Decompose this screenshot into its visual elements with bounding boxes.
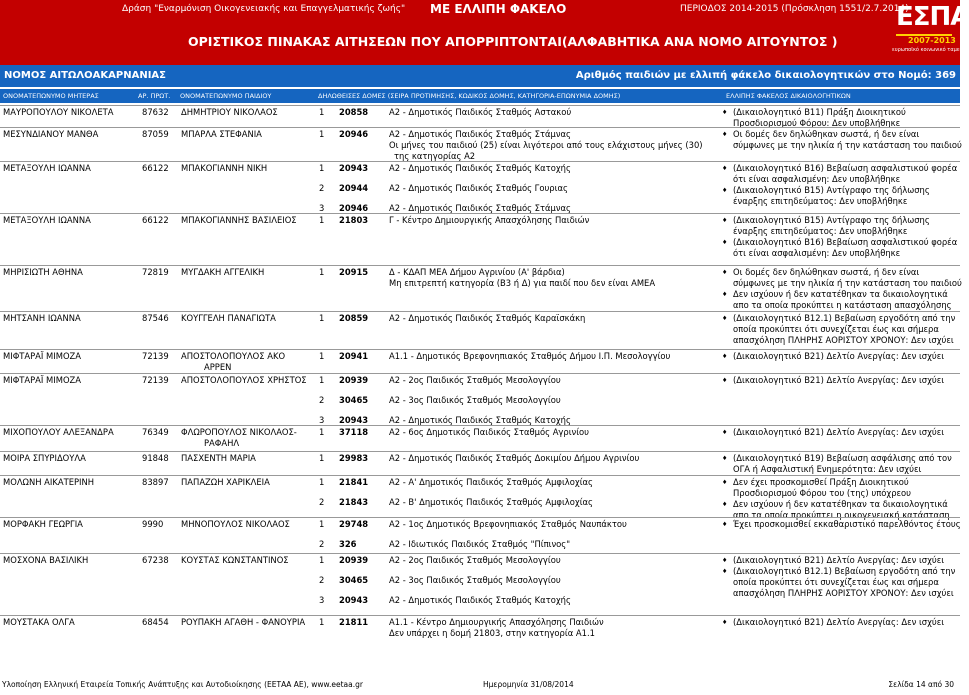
bullet-icon: ♦ [722, 501, 728, 508]
mother-name: ΜΙΧΟΠΟΥΛΟΥ ΑΛΕΞΑΝΔΡΑ [3, 427, 114, 437]
structure-order: 3 [319, 595, 325, 605]
prefecture-bar [0, 65, 960, 87]
structure-name: Α2 - 1ος Δημοτικός Βρεφονηπιακός Σταθμός Ναυπάκτου [389, 519, 627, 529]
child-name: ΜΠΑΡΛΑ ΣΤΕΦΑΝΙΑ [181, 129, 262, 139]
footer-page: Σελίδα 14 από 30 [888, 680, 954, 689]
structure-order: 1 [319, 313, 325, 323]
protocol-number: 66122 [142, 163, 169, 173]
missing-reason: οποία προκύπτει ότι συνεχίζεται έως και σήμερα [733, 577, 939, 587]
protocol-number: 83897 [142, 477, 169, 487]
structure-order: 1 [319, 351, 325, 361]
structure-name: Α2 - Δημοτικός Παιδικός Σταθμός Κατοχής [389, 415, 571, 425]
structure-name: Α2 - Δημοτικός Παιδικός Σταθμός Στάμνας [389, 129, 571, 139]
bullet-icon: ♦ [722, 429, 728, 436]
bullet-icon: ♦ [722, 479, 728, 486]
program-title: Δράση "Εναρμόνιση Οικογενειακής και Επαγγελματικής ζωής" [122, 4, 406, 14]
protocol-number: 66122 [142, 215, 169, 225]
structure-order: 1 [319, 129, 325, 139]
structure-name: Α2 - 3ος Παιδικός Σταθμός Μεσολογγίου [389, 575, 561, 585]
structure-order: 2 [319, 183, 325, 193]
structure-order: 1 [319, 267, 325, 277]
mother-name: ΜΕΤΑΞΟΥΛΗ ΙΩΑΝΝΑ [3, 215, 91, 225]
structure-order: 2 [319, 539, 325, 549]
mother-name: ΜΟΛΩΝΗ ΑΙΚΑΤΕΡΙΝΗ [3, 477, 95, 487]
child-name: ΜΥΓΔΑΚΗ ΑΓΓΕΛΙΚΗ [181, 267, 265, 277]
row-divider [0, 105, 960, 106]
structure-order: 1 [319, 519, 325, 529]
bullet-icon: ♦ [722, 353, 728, 360]
missing-reason: απο τα οποία προκύπτει η οικογενειακή κατάσταση [733, 510, 950, 520]
structure-code: 20946 [339, 129, 369, 139]
structure-code: 29748 [339, 519, 369, 529]
protocol-number: 87632 [142, 107, 169, 117]
structure-name: Α1.1 - Δημοτικός Βρεφονηπιακός Σταθμός Δήμου Ι.Π. Μεσολογγίου [389, 351, 671, 361]
missing-reason: (Δικαιολογητικό Β11) Πράξη Διοικητικού [733, 107, 906, 117]
structure-name: Δ - ΚΔΑΠ ΜΕΑ Δήμου Αγρινίου (Α' βάρδια) [389, 267, 565, 277]
protocol-number: 72819 [142, 267, 169, 277]
structure-name: Α2 - Δημοτικός Παιδικός Σταθμός Καραϊσκάκη [389, 313, 586, 323]
mother-name: ΜΟΡΦΑΚΗ ΓΕΩΡΓΙΑ [3, 519, 83, 529]
missing-reason: απο τα οποία προκύπτει η κατάσταση απασχόλησης [733, 300, 952, 310]
row-divider [0, 127, 960, 128]
row-divider [0, 517, 960, 518]
structure-code: 20943 [339, 163, 369, 173]
child-name: ΡΟΥΠΑΚΗ ΑΓΑΘΗ - ΦΑΝΟΥΡΙΑ [181, 617, 306, 627]
structure-note: Οι μήνες του παιδιού (25) είναι λιγότεροι από τους ελάχιστους μήνες (30) [389, 140, 703, 150]
child-name: ΔΗΜΗΤΡΙΟΥ ΝΙΚΟΛΑΟΣ [181, 107, 278, 117]
missing-reason: (Δικαιολογητικό Β12.1) Βεβαίωση εργοδότη από την [733, 313, 956, 323]
missing-reason: Οι δομές δεν δηλώθηκαν σωστά, ή δεν είναι [733, 267, 920, 277]
structure-note: Μη επιτρεπτή κατηγορία (Β3 ή Δ) για παιδί που δεν είναι ΑΜΕΑ [389, 278, 656, 288]
structure-name: Α2 - 3ος Παιδικός Σταθμός Μεσολογγίου [389, 395, 561, 405]
structure-name: Α1.1 - Κέντρο Δημιουργικής Απασχόλησης Παιδιών [389, 617, 604, 627]
missing-reason: σύμφωνες με την ηλικία ή την κατάσταση του παιδιού [733, 140, 962, 150]
structure-name: Α2 - Β' Δημοτικός Παιδικός Σταθμός Αμφιλοχίας [389, 497, 593, 507]
structure-name: Α2 - Δημοτικός Παιδικός Σταθμός Γουριας [389, 183, 568, 193]
protocol-number: 72139 [142, 351, 169, 361]
protocol-number: 76349 [142, 427, 169, 437]
missing-reason: (Δικαιολογητικό Β12.1) Βεβαίωση εργοδότη από την [733, 566, 956, 576]
structure-order: 1 [319, 555, 325, 565]
child-name: ΜΠΑΚΟΓΙΑΝΝΗ ΝΙΚΗ [181, 163, 268, 173]
structure-code: 20944 [339, 183, 369, 193]
child-name: ΚΟΥΣΤΑΣ ΚΩΝΣΤΑΝΤΙΝΟΣ [181, 555, 289, 565]
mother-name: ΜΗΡΙΣΙΩΤΗ ΑΘΗΝΑ [3, 267, 83, 277]
structure-code: 20941 [339, 351, 369, 361]
mother-name: ΜΙΦΤΑΡΑΪ ΜΙΜΟΖΑ [3, 351, 82, 361]
child-name: ΑΠΟΣΤΟΛΟΠΟΥΛΟΣ ΑΚΟ [181, 351, 286, 361]
bullet-icon: ♦ [722, 187, 728, 194]
child-name: ΑΠΟΣΤΟΛΟΠΟΥΛΟΣ ΧΡΗΣΤΟΣ [181, 375, 307, 385]
protocol-number: 9990 [142, 519, 164, 529]
structure-code: 21841 [339, 477, 369, 487]
structure-order: 1 [319, 163, 325, 173]
structure-order: 2 [319, 497, 325, 507]
missing-reason: Δεν ισχύουν ή δεν κατατέθηκαν τα δικαιολογητικά [733, 289, 948, 299]
row-divider [0, 451, 960, 452]
structure-order: 1 [319, 427, 325, 437]
structure-order: 3 [319, 203, 325, 213]
missing-reason: (Δικαιολογητικό Β19) Βεβαίωση ασφάλισης από τον [733, 453, 952, 463]
missing-reason: ότι είναι ασφαλισμένη: Δεν υποβλήθηκε [733, 174, 901, 184]
missing-reason: απασχόληση ΠΛΗΡΗΣ ΑΟΡΙΣΤΟΥ ΧΡΟΝΟΥ: Δεν ισχύει [733, 335, 954, 345]
missing-reason: (Δικαιολογητικό Β21) Δελτίο Ανεργίας: Δεν ισχύει [733, 617, 945, 627]
child-name: ΜΠΑΚΟΓΙΑΝΝΗΣ ΒΑΣΙΛΕΙΟΣ [181, 215, 297, 225]
structure-order: 1 [319, 215, 325, 225]
structure-name: Α2 - Δημοτικός Παιδικός Σταθμός Αστακού [389, 107, 572, 117]
protocol-number: 67238 [142, 555, 169, 565]
bullet-icon: ♦ [722, 131, 728, 138]
structure-code: 20939 [339, 375, 369, 385]
structure-order: 2 [319, 395, 325, 405]
mother-name: ΜΕΣΥΝΔΙΑΝΟΥ ΜΑΝΘΑ [3, 129, 99, 139]
child-name: ΠΑΠΑΖΩΗ ΧΑΡΙΚΛΕΙΑ [181, 477, 270, 487]
structure-code: 21843 [339, 497, 369, 507]
structure-code: 21811 [339, 617, 369, 627]
child-name-cont: ΑΡΡΕΝ [204, 362, 232, 372]
bullet-icon: ♦ [722, 521, 728, 528]
column-header-bar [0, 89, 960, 103]
structure-order: 3 [319, 415, 325, 425]
protocol-number: 68454 [142, 617, 169, 627]
structure-code: 20939 [339, 555, 369, 565]
structure-name: Α2 - Δημοτικός Παιδικός Σταθμός Στάμνας [389, 203, 571, 213]
structure-code: 20858 [339, 107, 369, 117]
missing-reason: έναρξης επιτηδεύματος: Δεν υποβλήθηκε [733, 226, 908, 236]
missing-reason: (Δικαιολογητικό Β21) Δελτίο Ανεργίας: Δεν ισχύει [733, 375, 945, 385]
structure-name: Α2 - Δημοτικός Παιδικός Σταθμός Δοκιμίου Δήμου Αγρινίου [389, 453, 640, 463]
records-table [0, 107, 960, 665]
missing-reason: (Δικαιολογητικό Β21) Δελτίο Ανεργίας: Δεν ισχύει [733, 555, 945, 565]
col-protocol: ΑΡ. ΠΡΩΤ. [138, 92, 171, 100]
protocol-number: 72139 [142, 375, 169, 385]
structure-code: 20946 [339, 203, 369, 213]
row-divider [0, 553, 960, 554]
structure-code: 30465 [339, 575, 369, 585]
missing-reason: Δεν ισχύουν ή δεν κατατέθηκαν τα δικαιολογητικά [733, 499, 948, 509]
missing-reason: Δεν έχει προσκομισθεί Πράξη Διοικητικού [733, 477, 909, 487]
row-divider [0, 161, 960, 162]
child-name: ΠΑΣΧΕΝΤΗ ΜΑΡΙΑ [181, 453, 256, 463]
missing-reason: (Δικαιολογητικό Β15) Αντίγραφο της δήλωσης [733, 215, 930, 225]
structure-code: 37118 [339, 427, 369, 437]
protocol-number: 87546 [142, 313, 169, 323]
col-structures: ΔΗΛΩΘΕΙΣΕΣ ΔΟΜΕΣ (ΣΕΙΡΑ ΠΡΟΤΙΜΗΣΗΣ, ΚΩΔΙΚΟΣ ΔΟΜΗΣ, ΚΑΤΗΓΟΡΙΑ-ΕΠΩΝΥΜΙΑ ΔΟΜΗΣ) [318, 92, 621, 100]
col-missing: ΕΛΛΙΠΗΣ ΦΑΚΕΛΟΣ ΔΙΚΑΙΟΛΟΓΗΤΙΚΩΝ [726, 92, 851, 100]
row-divider [0, 349, 960, 350]
status-label: ΜΕ ΕΛΛΙΠΗ ΦΑΚΕΛΟ [430, 2, 567, 16]
structure-name: Γ - Κέντρο Δημιουργικής Απασχόλησης Παιδιών [389, 215, 590, 225]
missing-reason: ΟΓΑ ή Ασφαλιστική Ενημερότητα: Δεν ισχύει [733, 464, 922, 474]
row-divider [0, 373, 960, 374]
structure-name: Α2 - 6ος Δημοτικός Παιδικός Σταθμός Αγρινίου [389, 427, 590, 437]
row-divider [0, 213, 960, 214]
structure-order: 1 [319, 375, 325, 385]
page-title: ΟΡΙΣΤΙΚΟΣ ΠΙΝΑΚΑΣ ΑΙΤΗΣΕΩΝ ΠΟΥ ΑΠΟΡΡΙΠΤΟΝΤΑΙ(ΑΛΦΑΒΗΤΙΚΑ ΑΝΑ ΝΟΜΟ ΑΙΤΟΥΝΤΟΣ ) [188, 34, 838, 49]
col-child: ΟΝΟΜΑΤΕΠΩΝΥΜΟ ΠΑΙΔΙΟΥ [180, 92, 272, 100]
structure-name: Α2 - 2ος Παιδικός Σταθμός Μεσολογγίου [389, 375, 561, 385]
structure-name: Α2 - Ιδιωτικός Παιδικός Σταθμός "Πίπινος" [389, 539, 571, 549]
bullet-icon: ♦ [722, 239, 728, 246]
missing-reason: ότι είναι ασφαλισμένη: Δεν υποβλήθηκε [733, 248, 901, 258]
child-name: ΜΗΝΟΠΟΥΛΟΣ ΝΙΚΟΛΑΟΣ [181, 519, 290, 529]
structure-order: 1 [319, 453, 325, 463]
structure-code: 20859 [339, 313, 369, 323]
structure-note: της κατηγορίας Α2 [394, 151, 476, 161]
missing-reason: (Δικαιολογητικό Β16) Βεβαίωση ασφαλιστικού φορέα [733, 163, 958, 173]
structure-code: 30465 [339, 395, 369, 405]
bullet-icon: ♦ [722, 619, 728, 626]
bullet-icon: ♦ [722, 109, 728, 116]
missing-reason: σύμφωνες με την ηλικία ή την κατάσταση του παιδιού [733, 278, 962, 288]
footer-org: Υλοποίηση Ελληνική Εταιρεία Τοπικής Ανάπτυξης και Αυτοδιοίκησης (ΕΕΤΑΑ ΑΕ), www.eetaa.gr [2, 680, 363, 689]
mother-name: ΜΟΣΧΟΝΑ ΒΑΣΙΛΙΚΗ [3, 555, 89, 565]
child-name-cont: ΡΑΦΑΗΛ [204, 438, 240, 448]
protocol-number: 91848 [142, 453, 169, 463]
col-mother: ΟΝΟΜΑΤΕΠΩΝΥΜΟ ΜΗΤΕΡΑΣ [3, 92, 99, 100]
structure-code: 20915 [339, 267, 369, 277]
missing-reason: έναρξης επιτηδεύματος: Δεν υποβλήθηκε [733, 196, 908, 206]
missing-reason: οποία προκύπτει ότι συνεχίζεται έως και σήμερα [733, 324, 939, 334]
child-name: ΚΟΥΓΓΕΛΗ ΠΑΝΑΓΙΩΤΑ [181, 313, 276, 323]
row-divider [0, 265, 960, 266]
structure-name: Α2 - Α' Δημοτικός Παιδικός Σταθμός Αμφιλοχίας [389, 477, 593, 487]
missing-reason: (Δικαιολογητικό Β21) Δελτίο Ανεργίας: Δεν ισχύει [733, 427, 945, 437]
mother-name: ΜΟΙΡΑ ΣΠΥΡΙΔΟΥΛΑ [3, 453, 86, 463]
period-label: ΠΕΡΙΟΔΟΣ 2014-2015 (Πρόσκληση 1551/2.7.2014) [680, 4, 909, 14]
header-banner [0, 0, 969, 65]
prefecture-count: Αριθμός παιδιών με ελλιπή φάκελο δικαιολογητικών στο Νομό: 369 [575, 70, 956, 81]
bullet-icon: ♦ [722, 165, 728, 172]
missing-reason: απασχόληση ΠΛΗΡΗΣ ΑΟΡΙΣΤΟΥ ΧΡΟΝΟΥ: Δεν ισχύει [733, 588, 954, 598]
bullet-icon: ♦ [722, 291, 728, 298]
structure-order: 1 [319, 617, 325, 627]
structure-order: 1 [319, 107, 325, 117]
mother-name: ΜΟΥΣΤΑΚΑ ΟΛΓΑ [3, 617, 75, 627]
structure-code: 29983 [339, 453, 369, 463]
row-divider [0, 425, 960, 426]
bullet-icon: ♦ [722, 568, 728, 575]
mother-name: ΜΕΤΑΞΟΥΛΗ ΙΩΑΝΝΑ [3, 163, 91, 173]
protocol-number: 87059 [142, 129, 169, 139]
mother-name: ΜΗΤΣΑΝΗ ΙΩΑΝΝΑ [3, 313, 81, 323]
missing-reason: (Δικαιολογητικό Β21) Δελτίο Ανεργίας: Δεν ισχύει [733, 351, 945, 361]
row-divider [0, 615, 960, 616]
structure-order: 2 [319, 575, 325, 585]
espa-logo: ΕΣΠΑ 2007-2013 ευρωπαϊκό κοινωνικό ταμείο [892, 2, 969, 53]
missing-reason: Προσδιορισμού Φόρου του (της) υπόχρεου [733, 488, 912, 498]
structure-name: Α2 - 2ος Παιδικός Σταθμός Μεσολογγίου [389, 555, 561, 565]
bullet-icon: ♦ [722, 557, 728, 564]
structure-code: 20943 [339, 595, 369, 605]
structure-code: 326 [339, 539, 357, 549]
child-name: ΦΛΩΡΟΠΟΥΛΟΣ ΝΙΚΟΛΑΟΣ- [181, 427, 297, 437]
structure-name: Α2 - Δημοτικός Παιδικός Σταθμός Κατοχής [389, 163, 571, 173]
mother-name: ΜΑΥΡΟΠΟΥΛΟΥ ΝΙΚΟΛΕΤΑ [3, 107, 114, 117]
row-divider [0, 311, 960, 312]
bullet-icon: ♦ [722, 455, 728, 462]
footer-date: Ημερομηνία 31/08/2014 [483, 680, 574, 689]
structure-code: 21803 [339, 215, 369, 225]
mother-name: ΜΙΦΤΑΡΑΪ ΜΙΜΟΖΑ [3, 375, 82, 385]
missing-reason: Έχει προσκομισθεί εκκαθαριστικό παρελθόντος έτους [733, 519, 961, 529]
missing-reason: Οι δομές δεν δηλώθηκαν σωστά, ή δεν είναι [733, 129, 920, 139]
structure-order: 1 [319, 477, 325, 487]
bullet-icon: ♦ [722, 269, 728, 276]
bullet-icon: ♦ [722, 377, 728, 384]
missing-reason: (Δικαιολογητικό Β16) Βεβαίωση ασφαλιστικού φορέα [733, 237, 958, 247]
row-divider [0, 475, 960, 476]
prefecture-name: ΝΟΜΟΣ ΑΙΤΩΛΟΑΚΑΡΝΑΝΙΑΣ [4, 70, 166, 81]
bullet-icon: ♦ [722, 217, 728, 224]
bullet-icon: ♦ [722, 315, 728, 322]
structure-name: Α2 - Δημοτικός Παιδικός Σταθμός Κατοχής [389, 595, 571, 605]
structure-code: 20943 [339, 415, 369, 425]
missing-reason: (Δικαιολογητικό Β15) Αντίγραφο της δήλωσης [733, 185, 930, 195]
structure-note: Δεν υπάρχει η δομή 21803, στην κατηγορία Α1.1 [389, 628, 595, 638]
missing-reason: Προσδιορισμού Φόρου: Δεν υποβλήθηκε [733, 118, 901, 128]
